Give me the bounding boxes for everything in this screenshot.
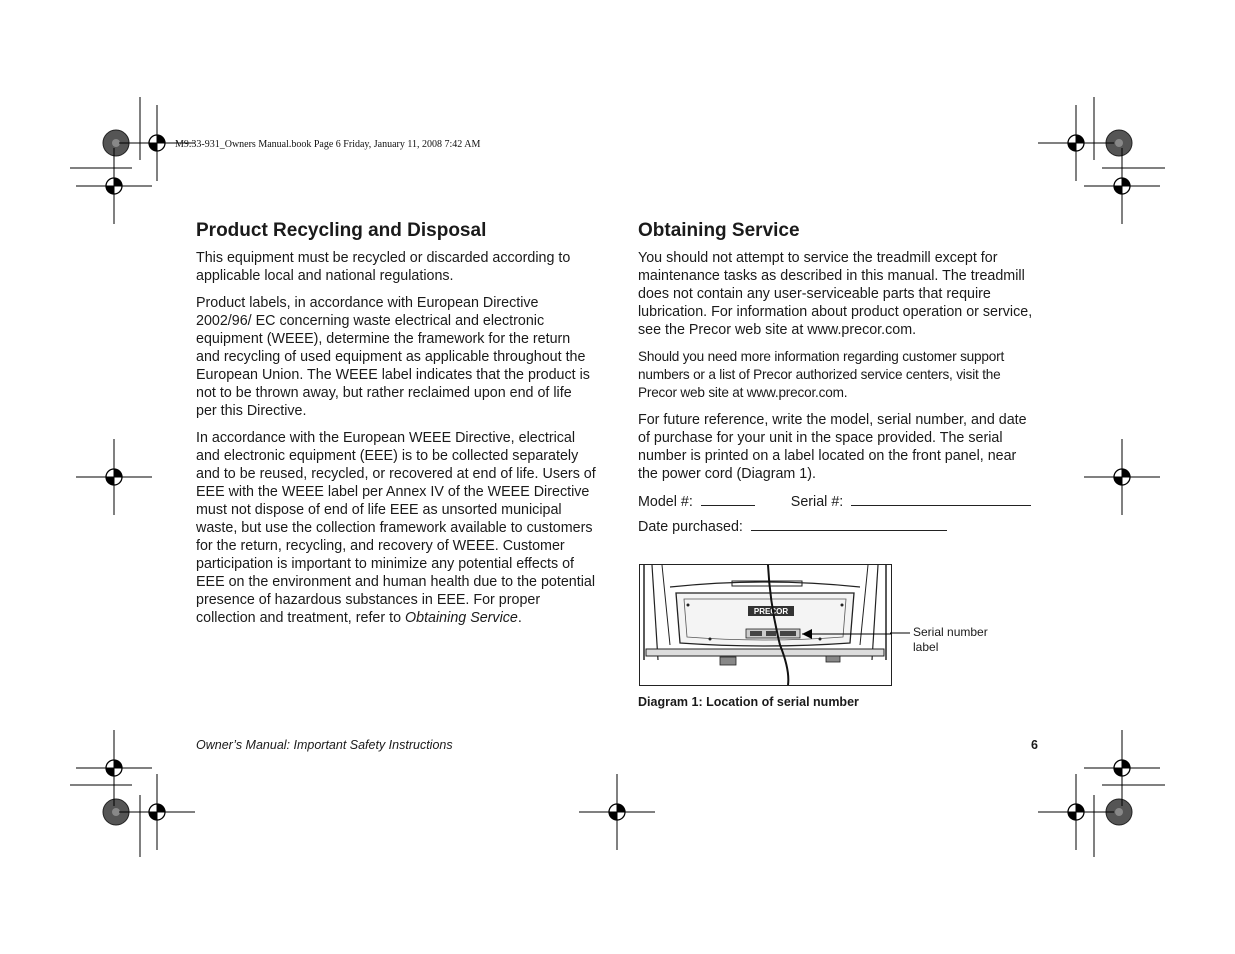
service-title: Obtaining Service — [638, 220, 800, 241]
date-blank — [751, 518, 947, 531]
callout-leader — [890, 630, 912, 636]
brand-badge-text: PRECOR — [753, 607, 789, 616]
serial-label-callout: Serial number label — [913, 625, 988, 654]
date-row — [638, 518, 1038, 536]
recycling-paragraph — [196, 429, 596, 627]
footer-title: Owner’s Manual: Important Safety Instructions — [196, 738, 453, 752]
recycling-paragraph: This equipment must be recycled or discarded according to applicable local and national regulations. — [196, 250, 571, 284]
recycling-paragraph-end: . — [517, 610, 522, 626]
service-paragraph: Should you need more information regarding customer support numbers or a list of Precor authorized service centers, visit the Precor web site at www.precor.com. — [638, 349, 1005, 400]
diagram-caption: Diagram 1: Location of serial number — [638, 695, 859, 709]
header-file-info: M9.33-931_Owners Manual.book Page 6 Friday, January 11, 2008 7:42 AM — [175, 139, 481, 150]
model-serial-row — [638, 493, 1038, 511]
serial-blank — [851, 493, 1031, 506]
recycling-section — [196, 219, 596, 636]
recycling-paragraph-text: In accordance with the European WEEE Directive, electrical and electronic equipment (EEE) is to be collected separately and to be reused, recycled, or recovered at end of life. Users of EEE with the WEEE label per Annex IV of the WEEE Directive must not dispose of end of life EEE as unsorted municipal waste, but use the collection framework available to customers for the return, recycling, and recovery of WEEE. Customer participation is important to minimize any potential effects of EEE on the environment and human health due to the potential presence of hazardous substances in EEE. For proper collection and treatment, refer to — [196, 430, 596, 626]
model-blank — [701, 493, 755, 506]
serial-label: Serial #: — [790, 494, 844, 510]
model-label: Model #: — [638, 494, 693, 510]
service-paragraph: For future reference, write the model, serial number, and date of purchase for your unit in the space provided. The serial number is printed on a label located on the front panel, near the power cord (Diagram 1). — [638, 412, 1027, 482]
treadmill-front-illustration — [640, 565, 891, 685]
service-paragraph: You should not attempt to service the treadmill except for maintenance tasks as described in this manual. The treadmill does not contain any user-serviceable parts that require lubrication. For information about product operation or service, see the Precor web site at www.precor.com. — [638, 250, 1033, 338]
service-section — [638, 219, 1038, 543]
obtaining-service-reference: Obtaining Service — [405, 610, 518, 626]
date-label: Date purchased: — [638, 519, 743, 535]
page-number: 6 — [1031, 738, 1038, 752]
recycling-paragraph: Product labels, in accordance with European Directive 2002/96/ EC concerning waste electrical and electronic equipment (WEEE), determine the framework for the return and recycling of used equipment as applicable throughout the European Union. The WEEE label indicates that the product is not to be thrown away, but rather reclaimed upon end of life per this Directive. — [196, 295, 590, 419]
serial-location-diagram — [639, 564, 892, 686]
recycling-title: Product Recycling and Disposal — [196, 220, 487, 241]
